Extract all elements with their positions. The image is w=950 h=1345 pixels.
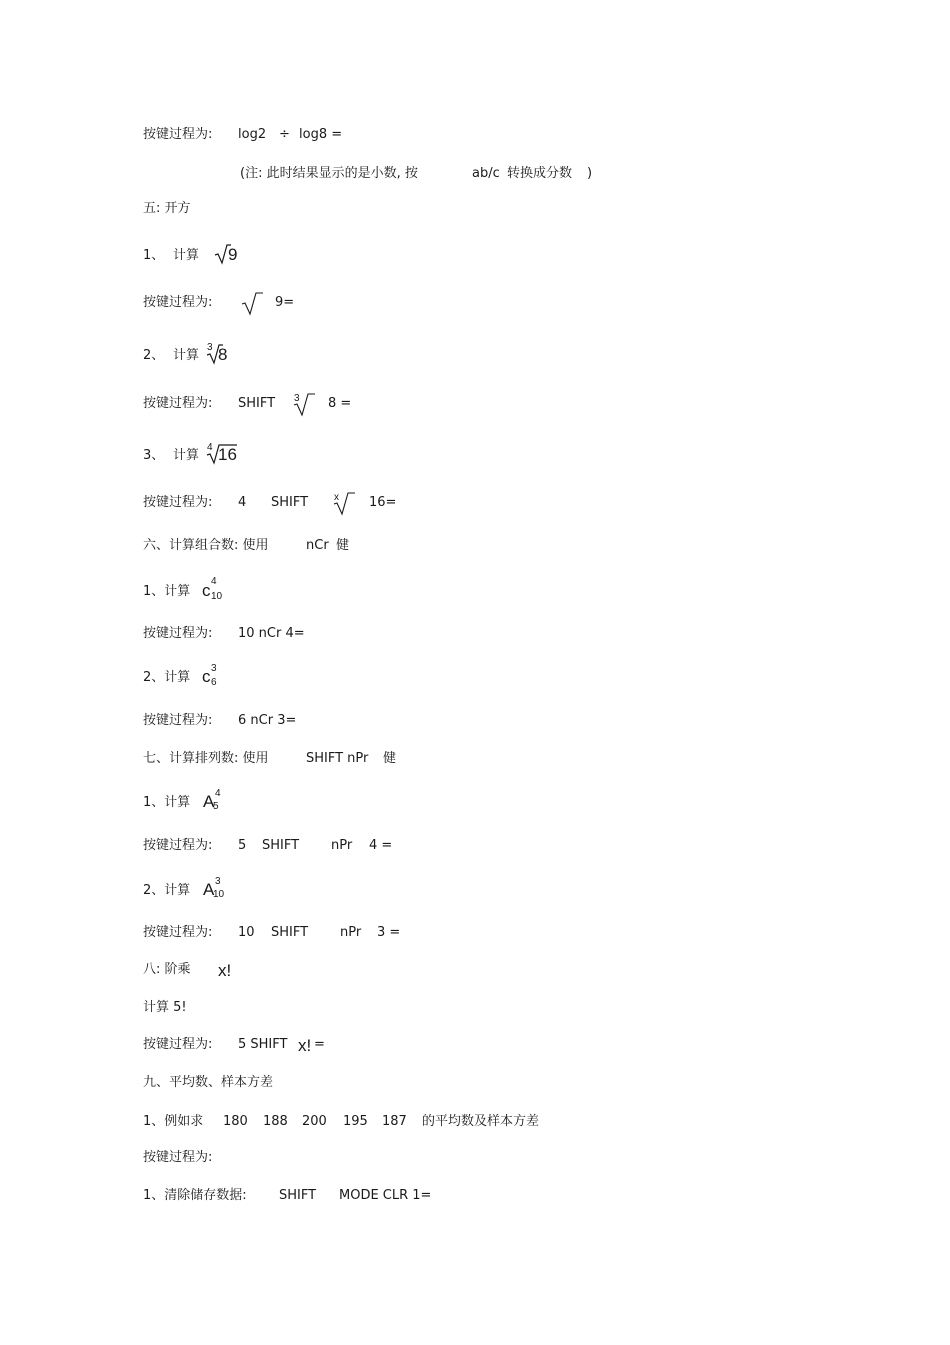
calc-label: 2、计算: [143, 883, 191, 898]
root-index: 4: [207, 442, 213, 453]
keypress-label: 按键过程为:: [143, 1150, 213, 1165]
value-5: 187: [382, 1114, 407, 1129]
superscript: 4: [215, 788, 221, 799]
key-shift: SHIFT: [271, 925, 309, 940]
note-convert: 转换成分数: [507, 166, 573, 181]
keypress-label: 按键过程为:: [143, 495, 213, 510]
keypress-label: 按键过程为:: [143, 295, 213, 310]
keys: 6 nCr 3=: [238, 713, 297, 728]
heading-text: 六、计算组合数: 使用: [143, 538, 269, 553]
keys-mode-clr: MODE CLR 1=: [339, 1188, 432, 1203]
keypress-label: 按键过程为:: [143, 396, 213, 411]
keypress-label: 按键过程为:: [143, 626, 213, 641]
subscript: 10: [211, 591, 223, 602]
key-16: 16=: [369, 495, 397, 510]
key-npr: nPr: [340, 925, 362, 940]
section-heading-statistics: 九、平均数、样本方差: [143, 1075, 274, 1090]
cuberoot-key-icon: [294, 393, 316, 419]
example-suffix: 的平均数及样本方差: [422, 1114, 540, 1129]
section-heading-roots: 五: 开方: [143, 201, 191, 216]
keypress-label: 按键过程为:: [143, 127, 213, 142]
keypress-label: 按键过程为:: [143, 838, 213, 853]
calc-label: 1、计算: [143, 584, 191, 599]
root-index: 3: [294, 393, 300, 404]
key-shift: SHIFT: [279, 1188, 317, 1203]
step-label: 1、清除储存数据:: [143, 1188, 247, 1203]
calc-label: 计算: [173, 448, 200, 463]
key-4: 4: [238, 495, 247, 510]
value-4: 195: [343, 1114, 368, 1129]
key-shift: SHIFT: [262, 838, 300, 853]
superscript: 4: [211, 576, 217, 587]
key-ncr: nCr: [306, 538, 329, 553]
key-log2: log2: [238, 127, 267, 142]
heading-key-suffix: 健: [383, 751, 397, 766]
symbol-a: A: [203, 792, 215, 811]
heading-text: 八: 阶乘: [143, 962, 191, 977]
radicand: 9: [228, 245, 238, 264]
calc-label: 1、计算: [143, 795, 191, 810]
key-shift: SHIFT: [271, 495, 309, 510]
calc-label: 计算: [173, 248, 200, 263]
symbol-a: A: [203, 880, 215, 899]
calc-label: 计算: [173, 348, 200, 363]
example-label: 1、例如求: [143, 1114, 204, 1129]
key-divide: ÷: [279, 127, 290, 142]
keypress-label: 按键过程为:: [143, 713, 213, 728]
heading-text: 七、计算排列数: 使用: [143, 751, 269, 766]
key-4: 4 =: [369, 838, 393, 853]
value-2: 188: [263, 1114, 288, 1129]
key-npr: nPr: [331, 838, 353, 853]
key-5: 5: [238, 838, 247, 853]
key-9: 9=: [275, 295, 295, 310]
superscript: 3: [215, 876, 221, 887]
root-index: x: [334, 492, 339, 503]
keypress-label: 按键过程为:: [143, 925, 213, 940]
symbol-c: c: [202, 667, 211, 686]
factorial-symbol: x!: [218, 961, 232, 980]
sqrt-key-icon: [242, 292, 264, 318]
key-equals: =: [314, 1037, 325, 1052]
subscript: 10: [213, 889, 225, 900]
value-1: 180: [223, 1114, 248, 1129]
item-number: 3、: [143, 448, 165, 463]
item-number: 2、: [143, 348, 165, 363]
xroot-key-icon: [334, 492, 356, 518]
item-number: 1、: [143, 248, 165, 263]
note-text: (注: 此时结果显示的是小数, 按: [240, 166, 418, 181]
key-abc: ab/c: [472, 166, 500, 181]
key-10: 10: [238, 925, 255, 940]
subscript: 6: [211, 677, 217, 688]
subscript: 5: [213, 801, 219, 812]
line-calc-5-factorial: 计算 5!: [143, 1000, 187, 1015]
key-8: 8 =: [328, 396, 352, 411]
radicand: 16: [218, 445, 237, 464]
symbol-c: c: [202, 581, 211, 600]
heading-key-suffix: 健: [336, 538, 350, 553]
key-log8: log8 =: [299, 127, 343, 142]
key-factorial: x!: [298, 1036, 312, 1055]
key-shift: SHIFT: [238, 396, 276, 411]
calc-label: 2、计算: [143, 670, 191, 685]
key-shift-npr: SHIFT nPr: [306, 751, 369, 766]
radicand: 8: [218, 345, 228, 364]
superscript: 3: [211, 663, 217, 674]
keys: 10 nCr 4=: [238, 626, 305, 641]
note-close: ): [587, 166, 593, 181]
value-3: 200: [302, 1114, 327, 1129]
key-5-shift: 5 SHIFT: [238, 1037, 288, 1052]
root-index: 3: [207, 342, 213, 353]
keypress-label: 按键过程为:: [143, 1037, 213, 1052]
key-3: 3 =: [377, 925, 401, 940]
